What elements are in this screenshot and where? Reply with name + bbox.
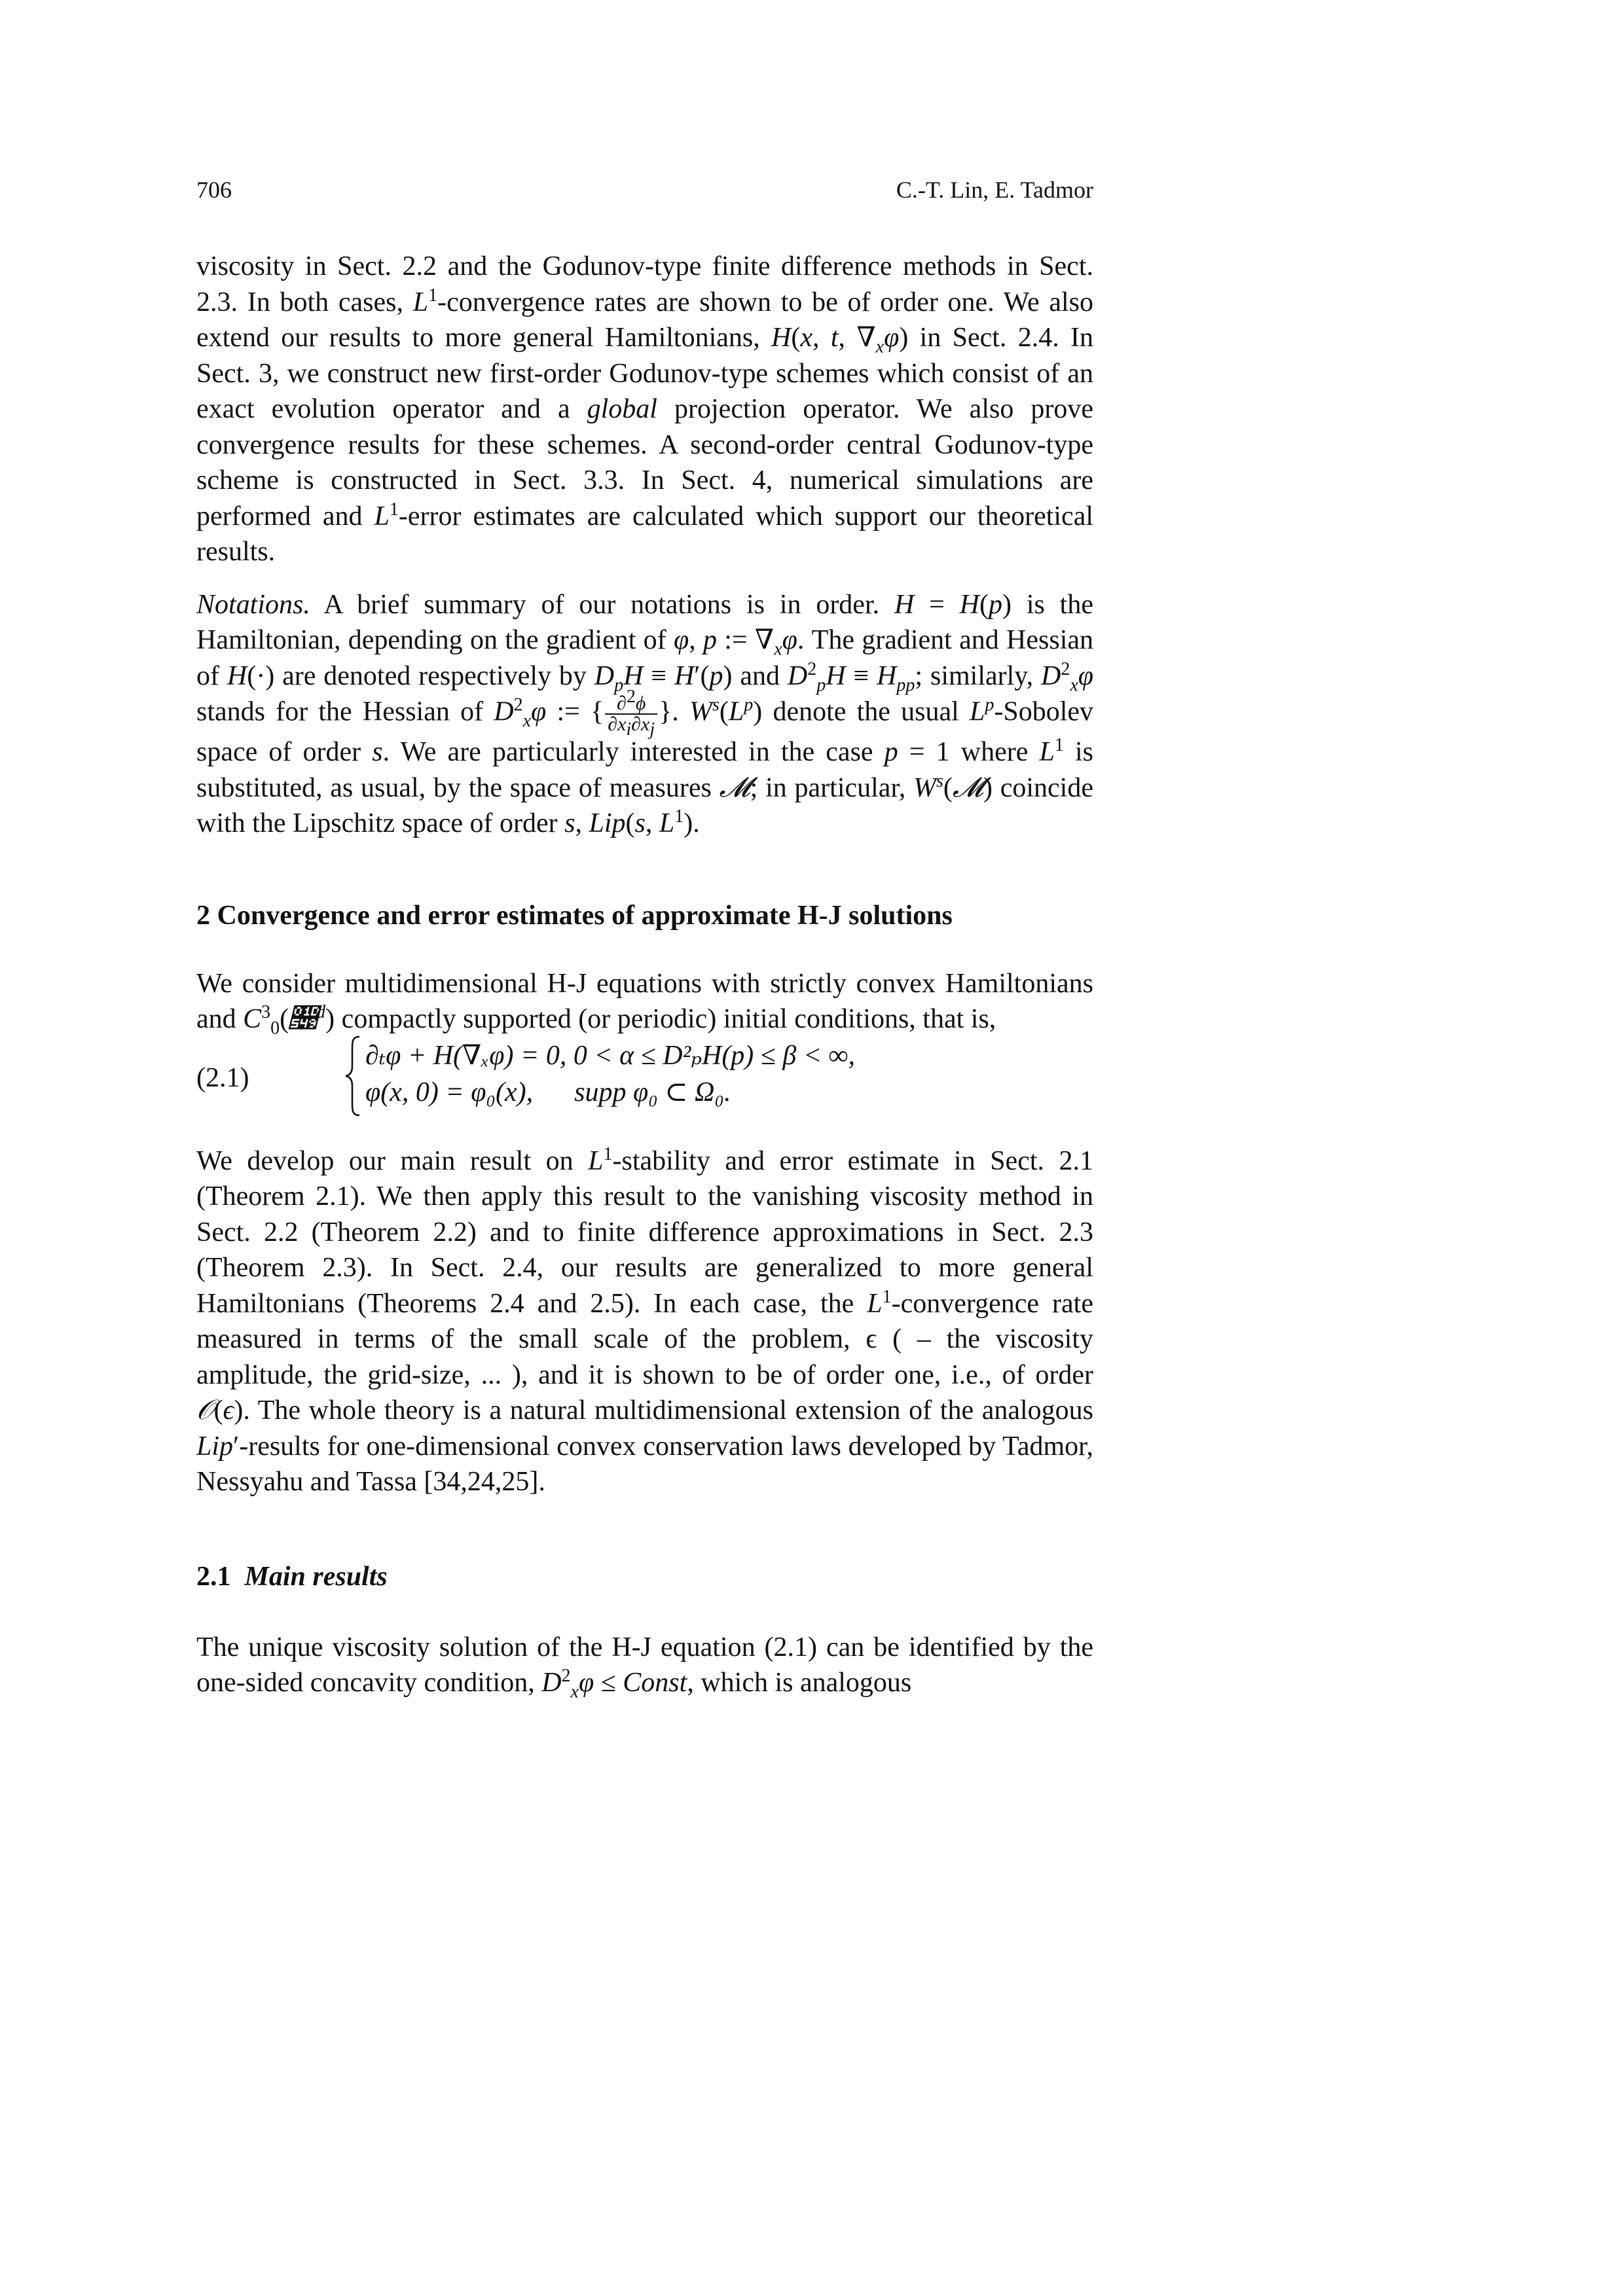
page-number: 706 [196, 177, 232, 203]
notations-label: Notations. [196, 589, 310, 620]
subsection-number: 2.1 [196, 1561, 231, 1592]
equation-line-2: φ(x, 0) = φ₀(x), supp φ₀ ⊂ Ω₀. [365, 1077, 731, 1107]
equation-2-1 [196, 1039, 1093, 1124]
fraction: $\frac{\partial^2\phi}{\partial x_i\partial x_j}$ [605, 694, 657, 734]
subsection-heading [196, 1559, 1093, 1594]
page [196, 177, 1093, 1701]
subsection-title: Main results [244, 1561, 388, 1592]
left-brace [344, 1035, 362, 1117]
equation-number: (2.1) [196, 1062, 249, 1093]
paragraph-intro: viscosity in Sect. 2.2 and the Godunov-type finite difference methods in Sect. 2.3. In both cases, $L^1$-convergence rates are shown to be of order one. We also extend our results to more general Hamiltonians, H(x, t, $\nabla_x\varphi$) in Sect. 2.4. In Sect. 3, we construct new first-order Godunov-type schemes which consist of an exact evolution operator and a global projection operator. We also prove convergence results for these schemes. A second-order central Godunov-type scheme is constructed in Sect. 3.3. In Sect. 4, numerical simulations are performed and $L^1$-error estimates are calculated which support our theoretical results. [196, 251, 1094, 567]
equation-line-1: ∂ₜφ + H(∇ₓφ) = 0, 0 < α ≤ D²ₚH(p) ≤ β < ∞, [365, 1040, 856, 1071]
running-head [196, 177, 1093, 203]
paragraph-notations: Notations. A brief summary of our notations is in order. H = H(p) is the Hamiltonian, depending on the gradient of φ, p := $\nabla_x\varphi$. The gradient and Hessian of H(·) are denoted respectively by $D_pH \equiv H'(p)$ and $D^2_pH \equiv H_{pp}$; similarly, $D^2_x\varphi$ stands for the Hessian of $D^2_x\varphi$ := { $\frac{\partial^2\phi}{\partial x_i\partial x_j}$ }. $W^s(L^p)$ denote the usual $L^p$-Sobolev space of order s. We are particularly interested in the case p = 1 where $L^1$ is substituted, as usual, by the space of measures 𝓜; in particular, $W^s(𝓜)$ coincide with the Lipschitz space of order s, Lip(s, $L^1$). [196, 589, 1094, 838]
paragraph-main-result: We develop our main result on $L^1$-stability and error estimate in Sect. 2.1 (Theorem 2.1). We then apply this result to the vanishing viscosity method in Sect. 2.2 (Theorem 2.2) and to finite difference approximations in Sect. 2.3 (Theorem 2.3). In Sect. 2.4, our results are generalized to more general Hamiltonians (Theorems 2.4 and 2.5). In each case, the $L^1$-convergence rate measured in terms of the small scale of the problem, ϵ ( – the viscosity amplitude, the grid-size, ... ), and it is shown to be of order one, i.e., of order 𝒪(ϵ). The whole theory is a natural multidimensional extension of the analogous Lip′-results for one-dimensional convex conservation laws developed by Tadmor, Nessyahu and Tassa [34,24,25]. [196, 1143, 1093, 1497]
running-head-authors: C.-T. Lin, E. Tadmor [896, 177, 1093, 203]
paragraph-main-results: The unique viscosity solution of the H-J equation (2.1) can be identified by the one-sided concavity condition, $D^2_x\varphi$ ≤ Const, which is analogous [196, 1632, 1093, 1702]
emphasis-global: global [587, 394, 657, 424]
section-heading: 2 Convergence and error estimates of approximate H-J solutions [196, 900, 953, 931]
paragraph-section-intro: We consider multidimensional H-J equations with strictly convex Hamiltonians and $C^3_0(𝕉^d)$ compactly supported (or periodic) initial conditions, that is, [196, 968, 1093, 1039]
